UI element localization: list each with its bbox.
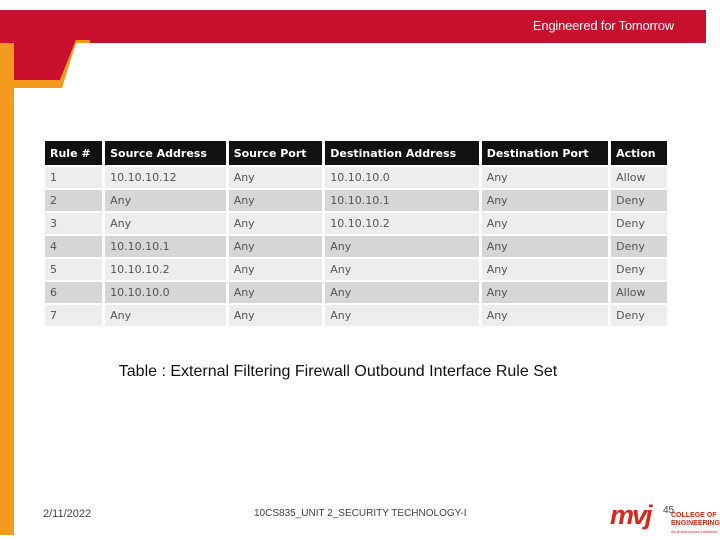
table-cell: 10.10.10.2: [325, 213, 478, 234]
table-cell: Deny: [611, 259, 667, 280]
table-cell: 7: [45, 305, 102, 326]
table-cell: Any: [482, 236, 608, 257]
table-cell: Any: [105, 190, 226, 211]
table-cell: 10.10.10.2: [105, 259, 226, 280]
header-tagline: Engineered for Tomorrow: [532, 18, 674, 33]
table-cell: Any: [229, 213, 323, 234]
table-cell: Any: [325, 305, 478, 326]
table-cell: Any: [325, 259, 478, 280]
table-cell: Any: [229, 167, 323, 188]
column-header: Destination Port: [482, 141, 608, 165]
logo-motto: An Autonomous Institution: [671, 529, 718, 534]
college-logo: mvj: [610, 500, 651, 530]
table-cell: Any: [105, 213, 226, 234]
table-cell: 10.10.10.0: [105, 282, 226, 303]
firewall-rule-table: [42, 139, 670, 328]
table-cell: Any: [325, 282, 478, 303]
table-cell: Any: [229, 282, 323, 303]
table-cell: Allow: [611, 282, 667, 303]
column-header: Rule #: [45, 141, 102, 165]
table-cell: Deny: [611, 213, 667, 234]
table-cell: Deny: [611, 305, 667, 326]
table-row: [45, 213, 667, 234]
table-header-row: [45, 141, 667, 165]
page-number: 45: [663, 505, 675, 516]
table-cell: Any: [325, 236, 478, 257]
table-caption: Table : External Filtering Firewall Outbound Interface Rule Set: [118, 363, 558, 380]
column-header: Source Port: [229, 141, 323, 165]
table-cell: Any: [229, 190, 323, 211]
table-cell: Deny: [611, 190, 667, 211]
table-cell: 4: [45, 236, 102, 257]
table-row: [45, 167, 667, 188]
table-cell: Any: [482, 190, 608, 211]
table-cell: Any: [482, 282, 608, 303]
footer-date: 2/11/2022: [43, 508, 92, 520]
left-accent-bar: [0, 43, 14, 535]
footer-course: 10CS835_UNIT 2_SECURITY TECHNOLOGY-I: [254, 508, 467, 519]
table-row: [45, 282, 667, 303]
table-cell: 10.10.10.1: [325, 190, 478, 211]
table-cell: Any: [482, 167, 608, 188]
table-cell: Any: [482, 305, 608, 326]
table-cell: 10.10.10.1: [105, 236, 226, 257]
table-cell: Deny: [611, 236, 667, 257]
table-row: [45, 190, 667, 211]
table-cell: Any: [105, 305, 226, 326]
table-cell: Any: [229, 259, 323, 280]
college-logo-text: [671, 512, 720, 528]
table-cell: Any: [482, 213, 608, 234]
logo-line-1: COLLEGE OF: [671, 512, 717, 519]
column-header: Action: [611, 141, 667, 165]
column-header: Source Address: [105, 141, 226, 165]
table-cell: 5: [45, 259, 102, 280]
logo-line-2: ENGINEERING: [671, 520, 720, 527]
table-cell: Any: [482, 259, 608, 280]
table-cell: 1: [45, 167, 102, 188]
table-cell: 10.10.10.12: [105, 167, 226, 188]
table-cell: 2: [45, 190, 102, 211]
table-row: [45, 236, 667, 257]
table-row: [45, 305, 667, 326]
table-cell: Allow: [611, 167, 667, 188]
table-cell: 3: [45, 213, 102, 234]
table-cell: 10.10.10.0: [325, 167, 478, 188]
column-header: Destination Address: [325, 141, 478, 165]
table-cell: Any: [229, 305, 323, 326]
table-row: [45, 259, 667, 280]
table-cell: 6: [45, 282, 102, 303]
table-cell: Any: [229, 236, 323, 257]
